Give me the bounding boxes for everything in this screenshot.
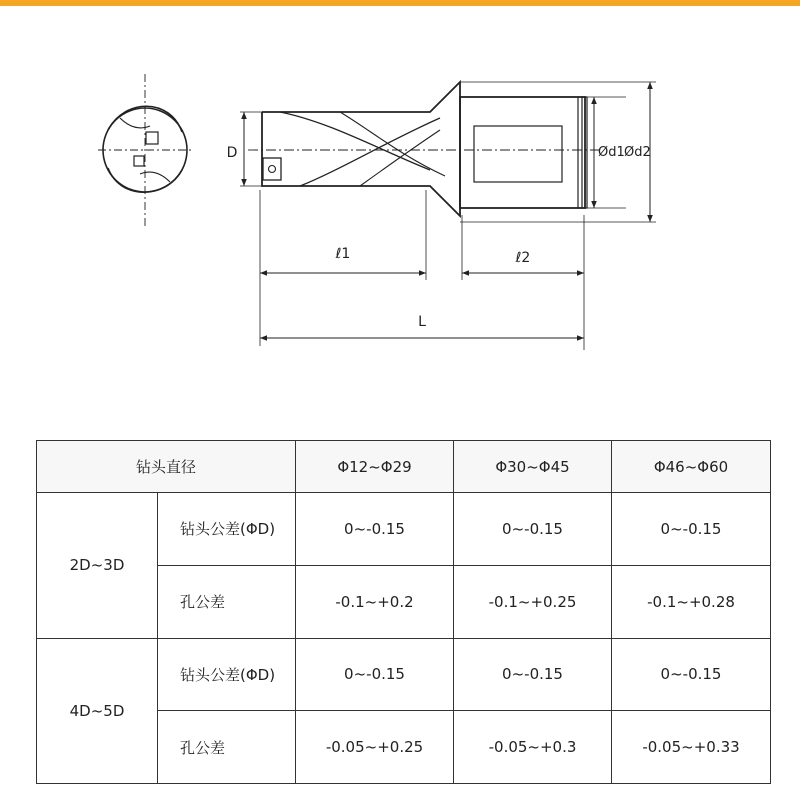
dim-label-D: D [226, 145, 238, 161]
drill-side-view [248, 82, 600, 216]
header-range-2: Φ30~Φ45 [454, 441, 612, 493]
table-row [37, 493, 771, 566]
dim-label-d2: Ød2 [624, 145, 651, 160]
table-cell: -0.1~+0.25 [454, 565, 612, 638]
table-row [37, 638, 771, 711]
dim-label-L: L [418, 314, 426, 330]
header-range-1: Φ12~Φ29 [296, 441, 454, 493]
row-label: 钻头公差(ΦD) [158, 638, 296, 711]
table-cell: 0~-0.15 [612, 638, 771, 711]
tolerance-table [36, 440, 771, 784]
dim-label-l1: ℓ1 [335, 246, 351, 262]
group-label: 2D~3D [37, 493, 158, 639]
table-cell: 0~-0.15 [296, 638, 454, 711]
row-label: 孔公差 [158, 711, 296, 784]
table-cell: -0.05~+0.3 [454, 711, 612, 784]
drill-end-view [98, 74, 192, 228]
table-cell: -0.05~+0.33 [612, 711, 771, 784]
table-cell: 0~-0.15 [454, 638, 612, 711]
table-cell: -0.05~+0.25 [296, 711, 454, 784]
dimension-lines [240, 82, 656, 350]
table-header-row [37, 441, 771, 493]
dim-label-l2: ℓ2 [515, 250, 531, 266]
row-label: 孔公差 [158, 565, 296, 638]
table-cell: 0~-0.15 [296, 493, 454, 566]
table-cell: 0~-0.15 [612, 493, 771, 566]
table-cell: -0.1~+0.28 [612, 565, 771, 638]
table-cell: 0~-0.15 [454, 493, 612, 566]
header-range-3: Φ46~Φ60 [612, 441, 771, 493]
row-label: 钻头公差(ΦD) [158, 493, 296, 566]
group-label: 4D~5D [37, 638, 158, 784]
dim-label-d1: Ød1 [598, 145, 625, 160]
header-drill-diameter: 钻头直径 [37, 441, 296, 493]
table-cell: -0.1~+0.2 [296, 565, 454, 638]
